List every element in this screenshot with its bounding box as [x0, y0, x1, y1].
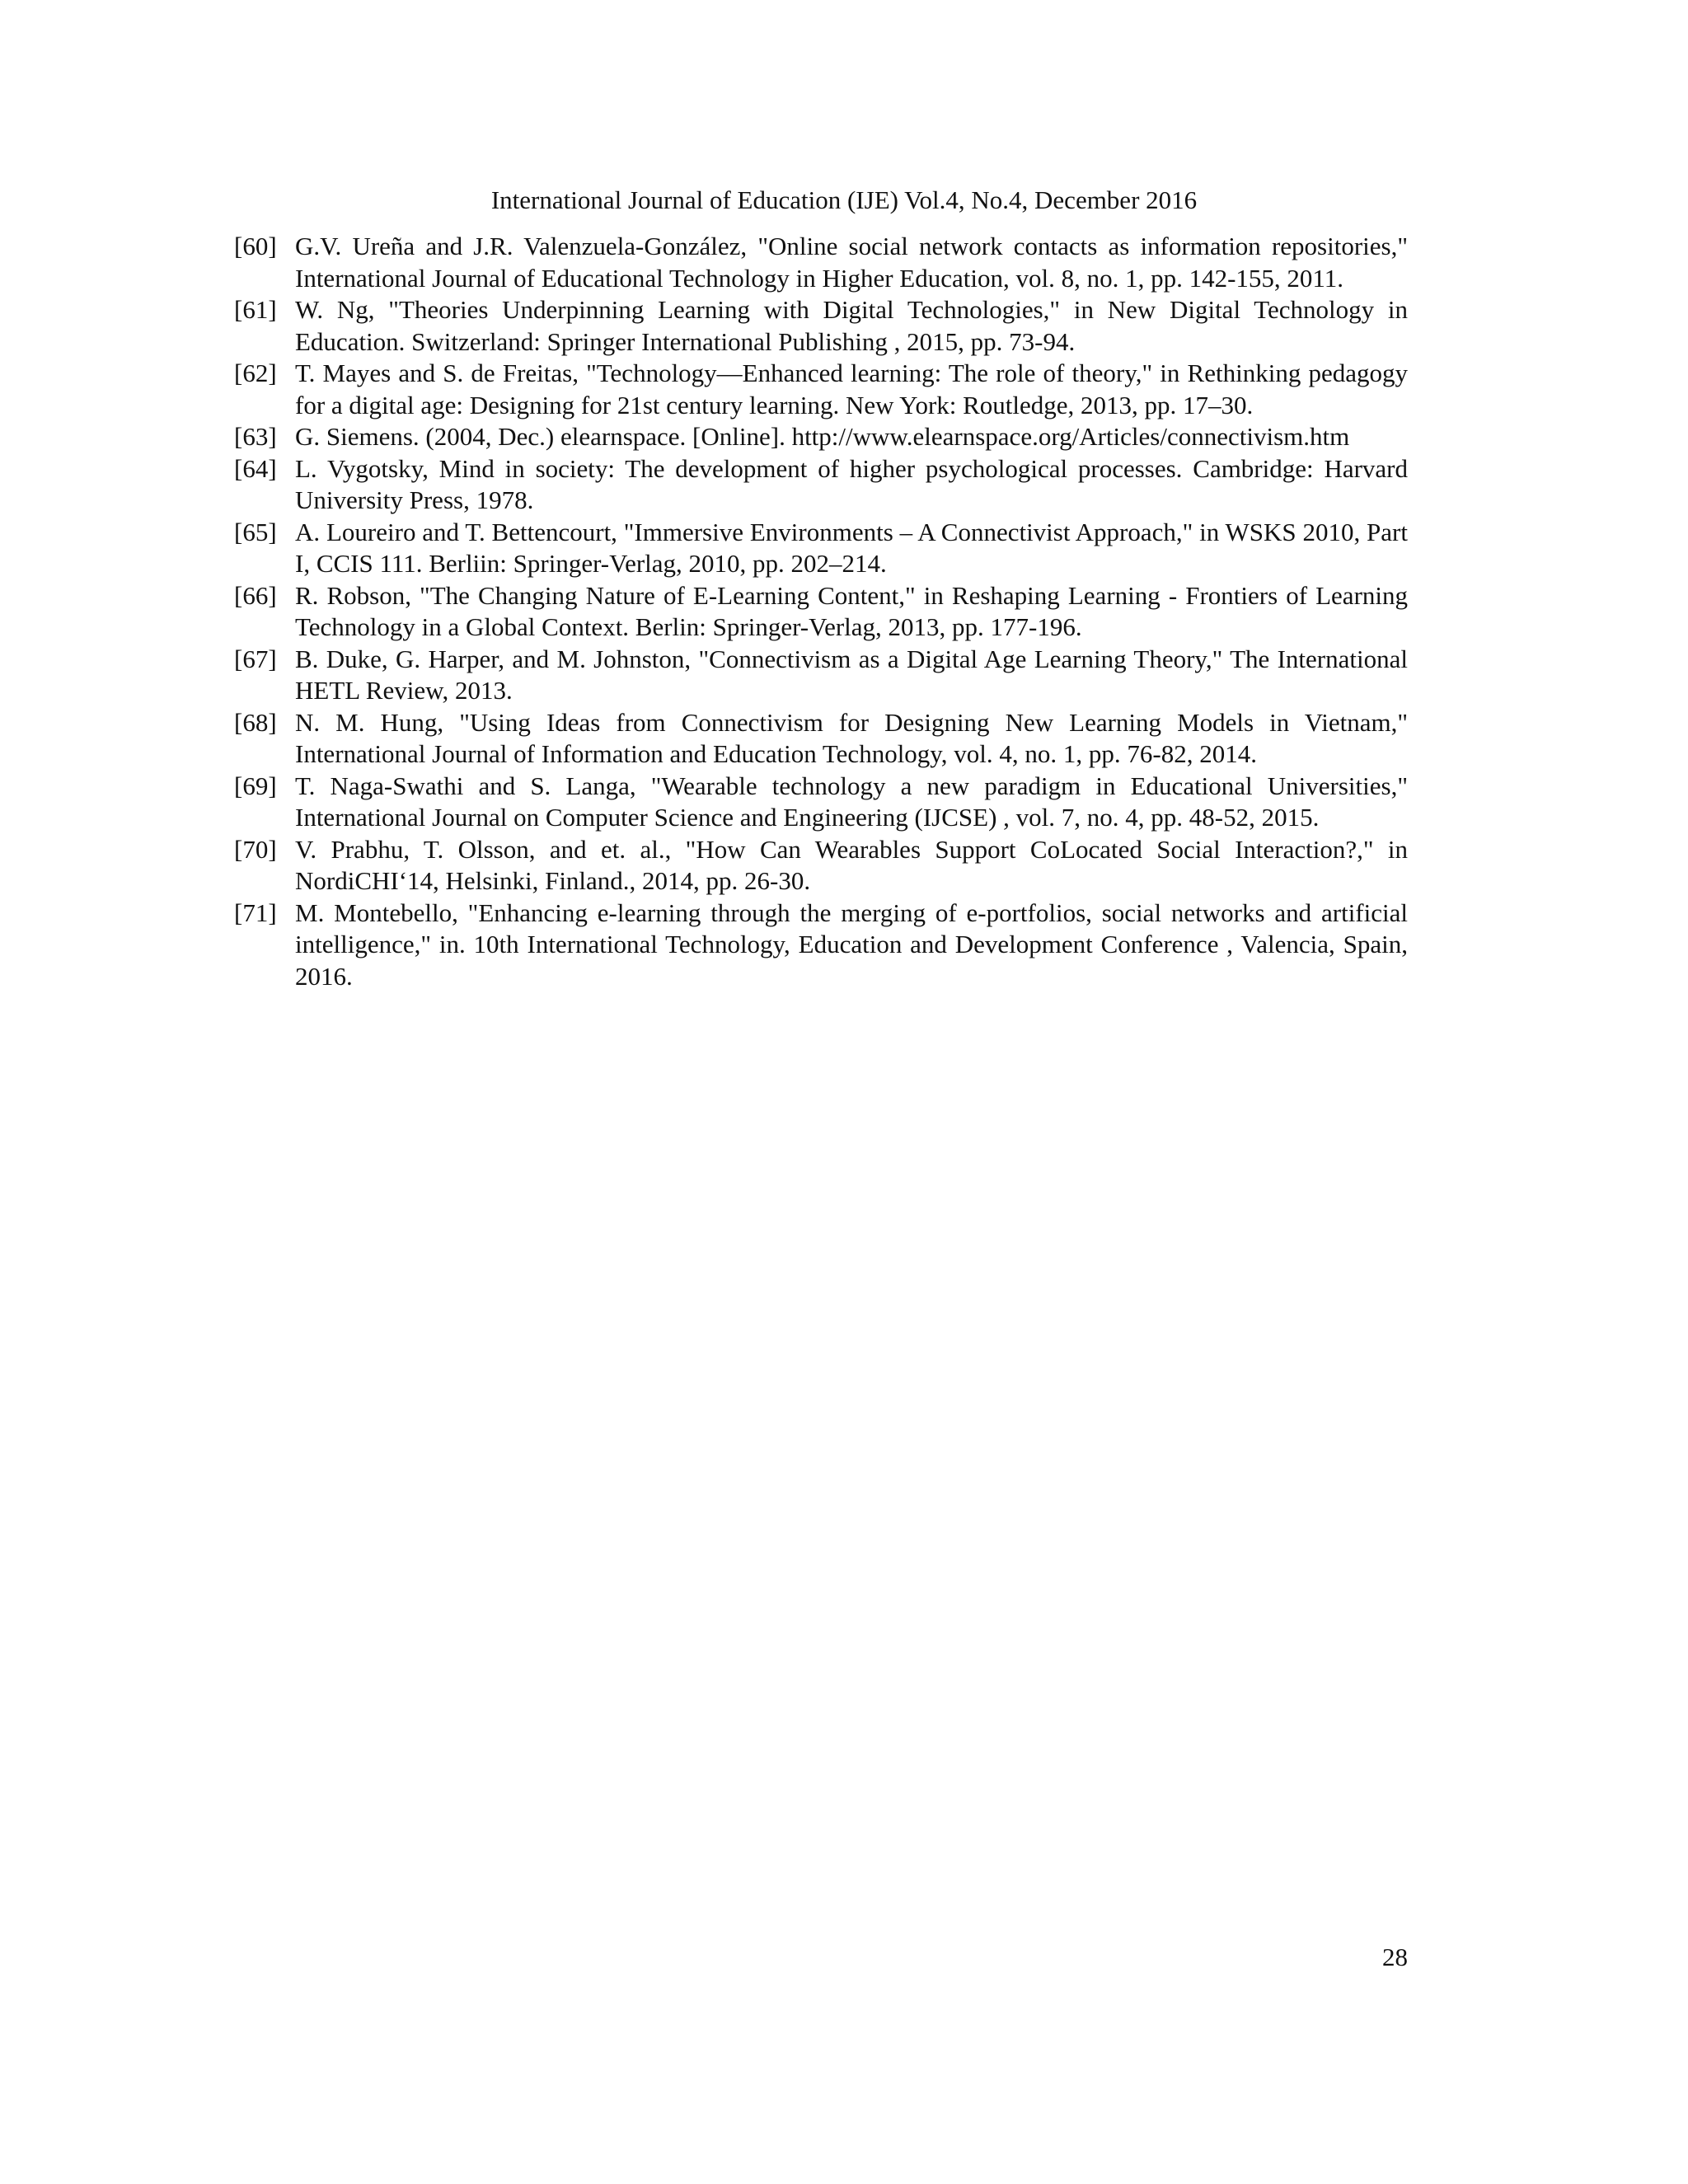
reference-item [234, 644, 1408, 707]
page-number: 28 [1382, 1943, 1408, 1971]
running-header: International Journal of Education (IJE) Vol.4, No.4, December 2016 [490, 185, 1198, 214]
reference-list [234, 231, 1408, 992]
reference-item [234, 358, 1408, 421]
reference-number: [67] [234, 644, 277, 673]
reference-number: [64] [234, 453, 277, 483]
reference-text: A. Loureiro and T. Bettencourt, "Immersive Environments – A Connectivist Approach," in WSKS 2010, Part I, CCIS 111. Berliin: Springer-Verlag, 2010, pp. 202–214. [295, 517, 1408, 578]
reference-item [234, 834, 1408, 898]
reference-item [234, 453, 1408, 517]
reference-text: M. Montebello, "Enhancing e-learning through the merging of e-portfolios, social networks and artificial intelligence," in. 10th International Technology, Education and Development Conference , Valencia, Spain, 2016. [295, 898, 1408, 991]
reference-text: L. Vygotsky, Mind in society: The development of higher psychological processes. Cambridge: Harvard University Press, 1978. [295, 453, 1408, 514]
reference-item [234, 898, 1408, 993]
reference-text: G.V. Ureña and J.R. Valenzuela-González, "Online social network contacts as information repositories," International Journal of Educational Technology in Higher Education, vol. 8, no. 1, pp. 142-155, 2011. [295, 232, 1408, 293]
reference-text: W. Ng, "Theories Underpinning Learning with Digital Technologies," in New Digital Technology in Education. Switzerland: Springer International Publishing , 2015, pp. 73-94. [295, 295, 1408, 356]
reference-text: B. Duke, G. Harper, and M. Johnston, "Connectivism as a Digital Age Learning Theory," The International HETL Review, 2013. [295, 644, 1408, 705]
reference-item [234, 517, 1408, 580]
reference-item [234, 231, 1408, 294]
reference-text: N. M. Hung, "Using Ideas from Connectivism for Designing New Learning Models in Vietnam," International Journal of Information and Education Technology, vol. 4, no. 1, pp. 76-82, 2014. [295, 707, 1408, 768]
reference-item [234, 580, 1408, 644]
reference-number: [62] [234, 359, 277, 387]
reference-item [234, 707, 1408, 771]
reference-number: [68] [234, 707, 277, 737]
reference-text: T. Naga-Swathi and S. Langa, "Wearable technology a new paradigm in Educational Universities," International Journal on Computer Science and Engineering (IJCSE) , vol. 7, no. 4, pp. 48-52, 2015. [295, 771, 1408, 832]
reference-number: [65] [234, 517, 277, 546]
reference-text: G. Siemens. (2004, Dec.) elearnspace. [Online]. http://www.elearnspace.org/Articles/connectivism.htm [295, 422, 1350, 451]
reference-text: R. Robson, "The Changing Nature of E-Learning Content," in Reshaping Learning - Frontiers of Learning Technology in a Global Context. Berlin: Springer-Verlag, 2013, pp. 177-196. [295, 580, 1408, 641]
reference-item [234, 294, 1408, 358]
reference-text: V. Prabhu, T. Olsson, and et. al., "How Can Wearables Support CoLocated Social Interaction?," in NordiCHI‘14, Helsinki, Finland., 2014, pp. 26-30. [295, 834, 1408, 895]
reference-text: T. Mayes and S. de Freitas, "Technology—Enhanced learning: The role of theory," in Rethinking pedagogy for a digital age: Designing for 21st century learning. New York: Routledge, 2013, pp. 17–30. [295, 359, 1408, 419]
reference-number: [70] [234, 834, 277, 864]
reference-number: [61] [234, 295, 277, 324]
reference-item [234, 421, 1408, 453]
reference-item [234, 771, 1408, 834]
reference-number: [63] [234, 422, 277, 451]
reference-number: [71] [234, 898, 277, 927]
reference-number: [60] [234, 232, 277, 260]
reference-number: [66] [234, 580, 277, 610]
reference-number: [69] [234, 771, 277, 800]
